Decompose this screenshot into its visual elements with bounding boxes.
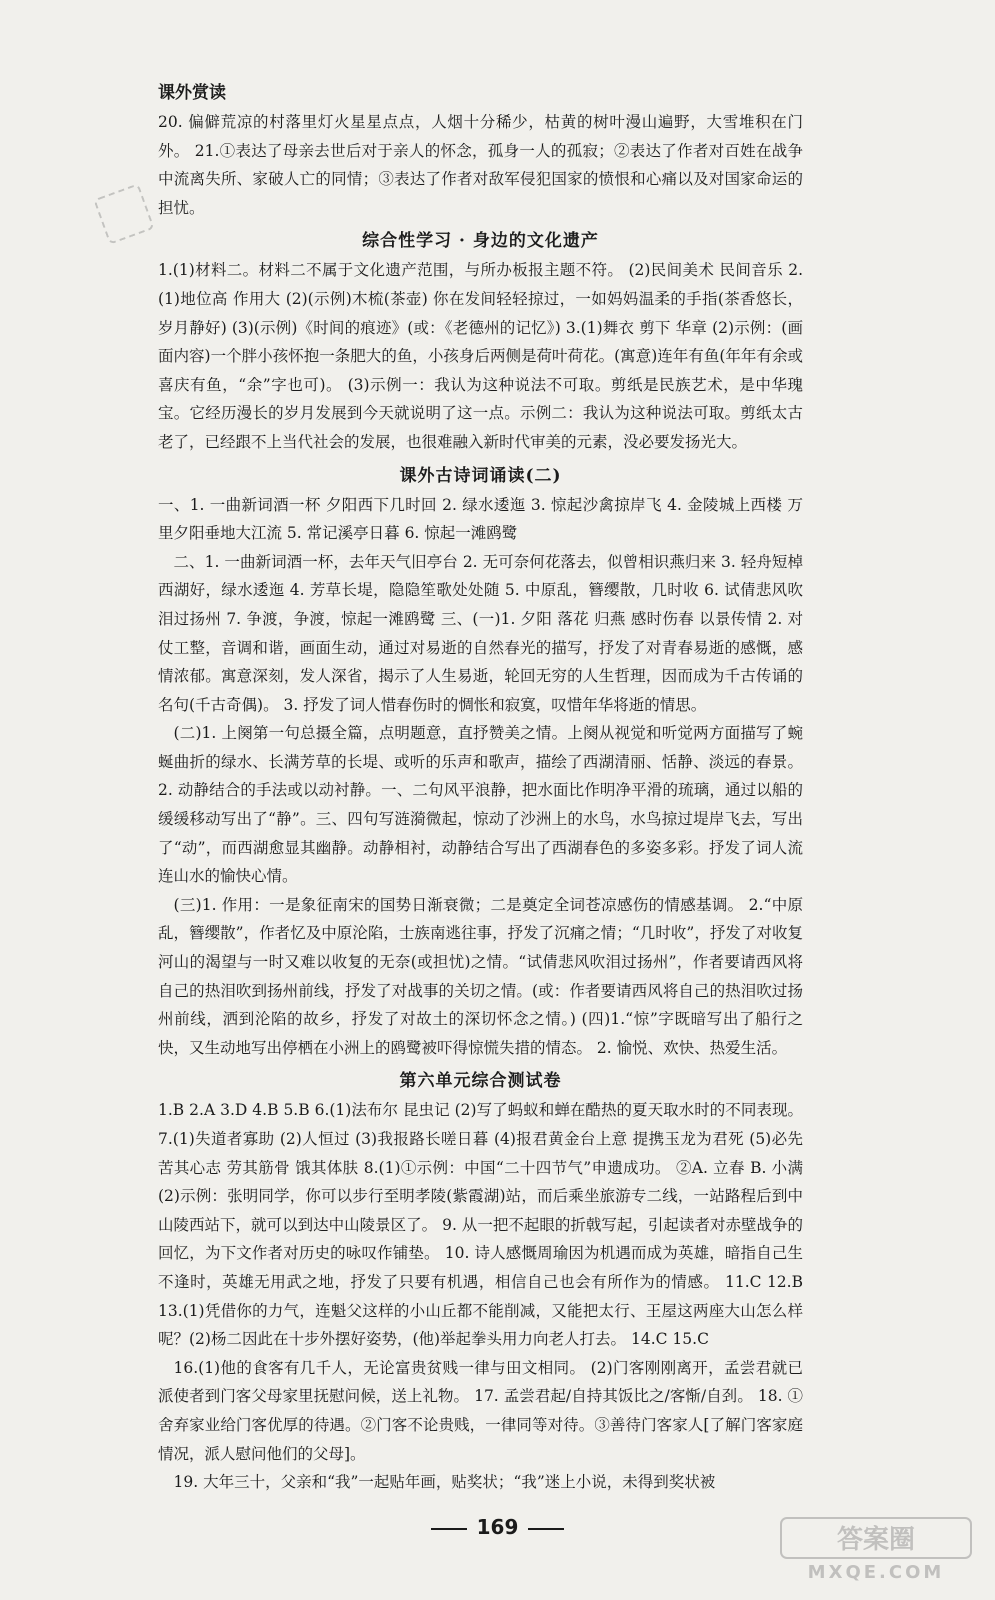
answer-paragraph: 19. 大年三十，父亲和“我”一起贴年画，贴奖状；“我”迷上小说，未得到奖状被 [173, 1473, 716, 1492]
section-heading: 综合性学习 · 身边的文化遗产 [362, 231, 599, 252]
answer-paragraph: (二)1. 上阕第一句总摄全篇，点明题意，直抒赞美之情。上阕从视觉和听觉两方面描写了蜿蜒曲折的绿水、长满芳草的长堤、或听的乐声和歌声，描绘了西湖清丽、恬静、淡远的春景。 2. 动静结合的手法或以动衬静。一、二句风平浪静，把水面比作明净平滑的琉璃，通过以船的缓缓移动写出了“静”。三、四句写涟漪微起，惊动了沙洲上的水鸟，水鸟掠过堤岸飞去，写出了“动”，而西湖愈显其幽静。动静相衬，动静结合写出了西湖春色的多姿多彩。抒发了词人流连山水的愉快心情。 [158, 724, 803, 886]
watermark-title: 答案圈 [836, 1525, 916, 1555]
answer-paragraph: (三)1. 作用：一是象征南宋的国势日渐衰微；二是奠定全词苍凉感伤的情感基调。 2.“中原乱，簪缨散”，作者忆及中原沦陷，士族南逃往事，抒发了沉痛之情；“几时收”，抒发了对收复河山的渴望与一时又难以收复的无奈(或担忧)之情。“试倩悲风吹泪过扬州”，作者要请西风将自己的热泪吹到扬州前线，抒发了对战事的关切之情。(或：作者要请西风将自己的热泪吹过扬州前线，洒到沦陷的故乡，抒发了对故土的深切怀念之情。) (四)1.“惊”字既暗写出了船行之快，又生动地写出停栖在小洲上的鸥鹭被吓得惊慌失措的情态。 2. 愉悦、欢快、热爱生活。 [158, 895, 803, 1057]
watermark-url: MXQE.COM [807, 1562, 945, 1583]
section-heading: 课外古诗词诵读(二) [399, 465, 562, 486]
site-watermark-logo [777, 1514, 977, 1586]
page-number-left-dash [431, 1528, 467, 1530]
page-number-right-dash [528, 1528, 564, 1530]
page-content [158, 78, 803, 1497]
answer-paragraph: 16.(1)他的食客有几千人，无论富贵贫贱一律与田文相同。 (2)门客刚刚离开，孟尝君就已派使者到门客父母家里抚慰问候，送上礼物。 17. 孟尝君起/自持其饭比之/客惭/自刭。 18. ①舍弃家业给门客优厚的待遇。②门客不论贵贱，一律同等对待。③善待门客家人[了解门客家庭情况，派人慰问他们的父母]。 [158, 1358, 803, 1463]
section-heading: 第六单元综合测试卷 [399, 1071, 562, 1092]
answer-paragraph: 一、1. 一曲新词酒一杯 夕阳西下几时回 2. 绿水逶迤 3. 惊起沙禽掠岸飞 4. 金陵城上西楼 万里夕阳垂地大江流 5. 常记溪亭日暮 6. 惊起一滩鸥鹭 [158, 495, 803, 543]
section-heading: 课外赏读 [158, 83, 226, 103]
answer-paragraph: 20. 偏僻荒凉的村落里灯火星星点点，人烟十分稀少，枯黄的树叶漫山遍野，大雪堆积在门外。 21.①表达了母亲去世后对于亲人的怀念，孤身一人的孤寂；②表达了作者对百姓在战争中流离失所、家破人亡的同情；③表达了作者对敌军侵犯国家的愤恨和心痛以及对国家命运的担忧。 [158, 113, 803, 217]
answer-paragraph: 1.(1)材料二。材料二不属于文化遗产范围，与所办板报主题不符。 (2)民间美术 民间音乐 2.(1)地位高 作用大 (2)(示例)木梳(茶壶) 你在发间轻轻掠过，一如妈妈温柔的手指(茶香悠长，岁月静好) (3)(示例)《时间的痕迹》(或：《老德州的记忆》) 3.(1)舞衣 剪下 华章 (2)示例：(画面内容)一个胖小孩怀抱一条肥大的鱼，小孩身后两侧是荷叶荷花。(寓意)连年有鱼(年年有余或喜庆有鱼，“余”字也可)。 (3)示例一：我认为这种说法不可取。剪纸是民族艺术，是中华瑰宝。它经历漫长的岁月发展到今天就说明了这一点。示例二：我认为这种说法可取。剪纸太古老了，已经跟不上当代社会的发展，也很难融入新时代审美的元素，没必要发扬光大。 [158, 261, 803, 451]
faded-stamp-mark [93, 183, 155, 245]
answer-paragraph: 二、1. 一曲新词酒一杯，去年天气旧亭台 2. 无可奈何花落去，似曾相识燕归来 3. 轻舟短棹西湖好，绿水逶迤 4. 芳草长堤，隐隐笙歌处处随 5. 中原乱，簪缨散，几时收 6. 试倩悲风吹泪过扬州 7. 争渡，争渡，惊起一滩鸥鹭 三、(一)1. 夕阳 落花 归燕 感时伤春 以景传情 2. 对仗工整，音调和谐，画面生动，通过对易逝的自然春光的描写，抒发了对青春易逝的感慨，感情浓郁。寓意深刻，发人深省，揭示了人生易逝，轮回无穷的人生哲理，因而成为千古传诵的名句(千古奇偶)。 3. 抒发了词人惜春伤时的惆怅和寂寞，叹惜年华将逝的情思。 [158, 552, 803, 714]
answer-paragraph: 1.B 2.A 3.D 4.B 5.B 6.(1)法布尔 昆虫记 (2)写了蚂蚁和蝉在酷热的夏天取水时的不同表现。 7.(1)失道者寡助 (2)人恒过 (3)我报路长嗟日暮 (4)报君黄金台上意 提携玉龙为君死 (5)必先苦其心志 劳其筋骨 饿其体肤 8.(1)①示例：中国“二十四节气”申遗成功。 ②A. 立春 B. 小满 (2)示例：张明同学，你可以步行至明孝陵(紫霞湖)站，而后乘坐旅游专二线，一站路程后到中山陵西站下，就可以到达中山陵景区了。 9. 从一把不起眼的折戟写起，引起读者对赤壁战争的回忆，为下文作者对历史的咏叹作铺垫。 10. 诗人感慨周瑜因为机遇而成为英雄，暗指自己生不逢时，英雄无用武之地，抒发了只要有机遇，相信自己也会有所作为的情感。 11.C 12.B 13.(1)凭借你的力气，连魁父这样的小山丘都不能削减，又能把太行、王屋这两座大山怎么样呢？(2)杨二因此在十步外摆好姿势，(他)举起拳头用力向老人打去。 14.C 15.C [158, 1101, 803, 1349]
page-number-text: 169 [476, 1515, 519, 1539]
